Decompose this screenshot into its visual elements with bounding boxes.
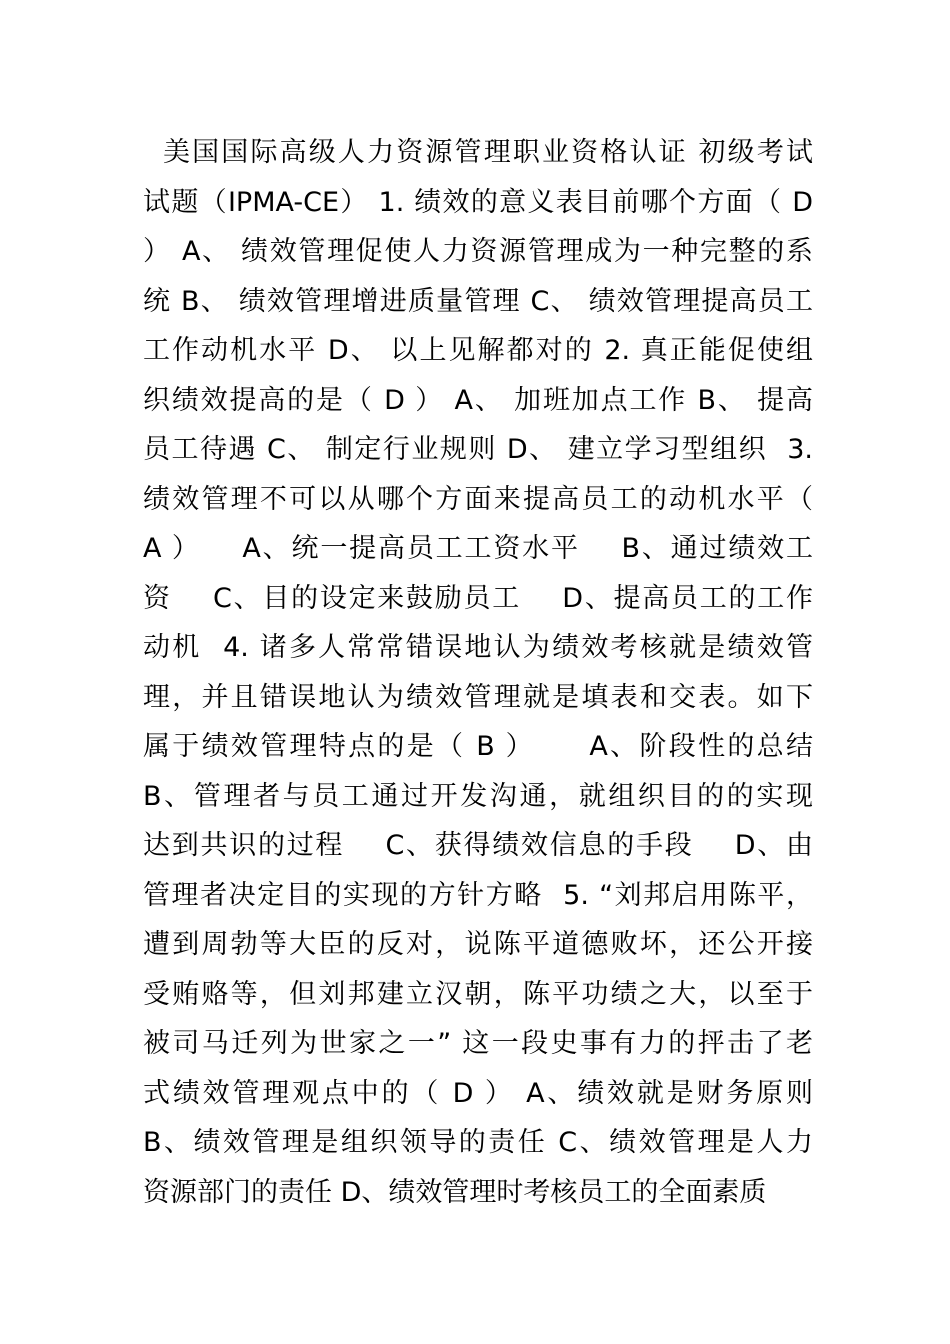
text-line-13: 属于绩效管理特点的是（ B ） A、阶段性的总结 [143, 731, 813, 762]
text-line-3: ） A、 绩效管理促使人力资源管理成为一种完整的系 [143, 236, 813, 267]
text-line-2: 试题（IPMA-CE） 1. 绩效的意义表目前哪个方面（ D [143, 186, 813, 218]
text-line-19: 被司马迁列为世家之一” 这一段史事有力的抨击了老 [143, 1028, 813, 1059]
text-line-11: 动机 4. 诸多人常常错误地认为绩效考核就是绩效管 [143, 632, 813, 663]
text-line-16: 管理者决定目的实现的方针方略 5. “刘邦启用陈平， [143, 879, 813, 911]
text-line-17: 遭到周勃等大臣的反对，说陈平道德败坏，还公开接 [143, 929, 813, 960]
text-line-22: 资源部门的责任 D、绩效管理时考核员工的全面素质 [143, 1176, 767, 1208]
text-line-15: 达到共识的过程 C、获得绩效信息的手段 D、由 [143, 830, 813, 861]
text-line-12: 理，并且错误地认为绩效管理就是填表和交表。如下 [143, 681, 813, 713]
text-line-9: A ） A、统一提高员工工资水平 B、通过绩效工 [143, 533, 813, 564]
text-line-4: 统 B、 绩效管理增进质量管理 C、 绩效管理提高员工 [143, 285, 813, 317]
text-line-18: 受贿赂等，但刘邦建立汉朝，陈平功绩之大，以至于 [143, 978, 813, 1010]
text-line-10: 资 C、目的设定来鼓励员工 D、提高员工的工作 [143, 582, 813, 614]
text-line-14: B、管理者与员工通过开发沟通，就组织目的的实现 [143, 780, 813, 812]
text-line-1: 美国国际高级人力资源管理职业资格认证 初级考试 [163, 137, 813, 168]
text-line-6: 织绩效提高的是（ D ） A、 加班加点工作 B、 提高 [143, 384, 813, 416]
text-line-21: B、绩效管理是组织领导的责任 C、绩效管理是人力 [143, 1127, 813, 1158]
text-line-5: 工作动机水平 D、 以上见解都对的 2. 真正能促使组 [143, 335, 813, 366]
text-line-7: 员工待遇 C、 制定行业规则 D、 建立学习型组织 3. [143, 434, 813, 465]
text-line-8: 绩效管理不可以从哪个方面来提高员工的动机水平（ [143, 483, 813, 515]
text-line-20: 式绩效管理观点中的（ D ） A、绩效就是财务原则 [143, 1077, 813, 1109]
exam-text-body [143, 128, 813, 1217]
